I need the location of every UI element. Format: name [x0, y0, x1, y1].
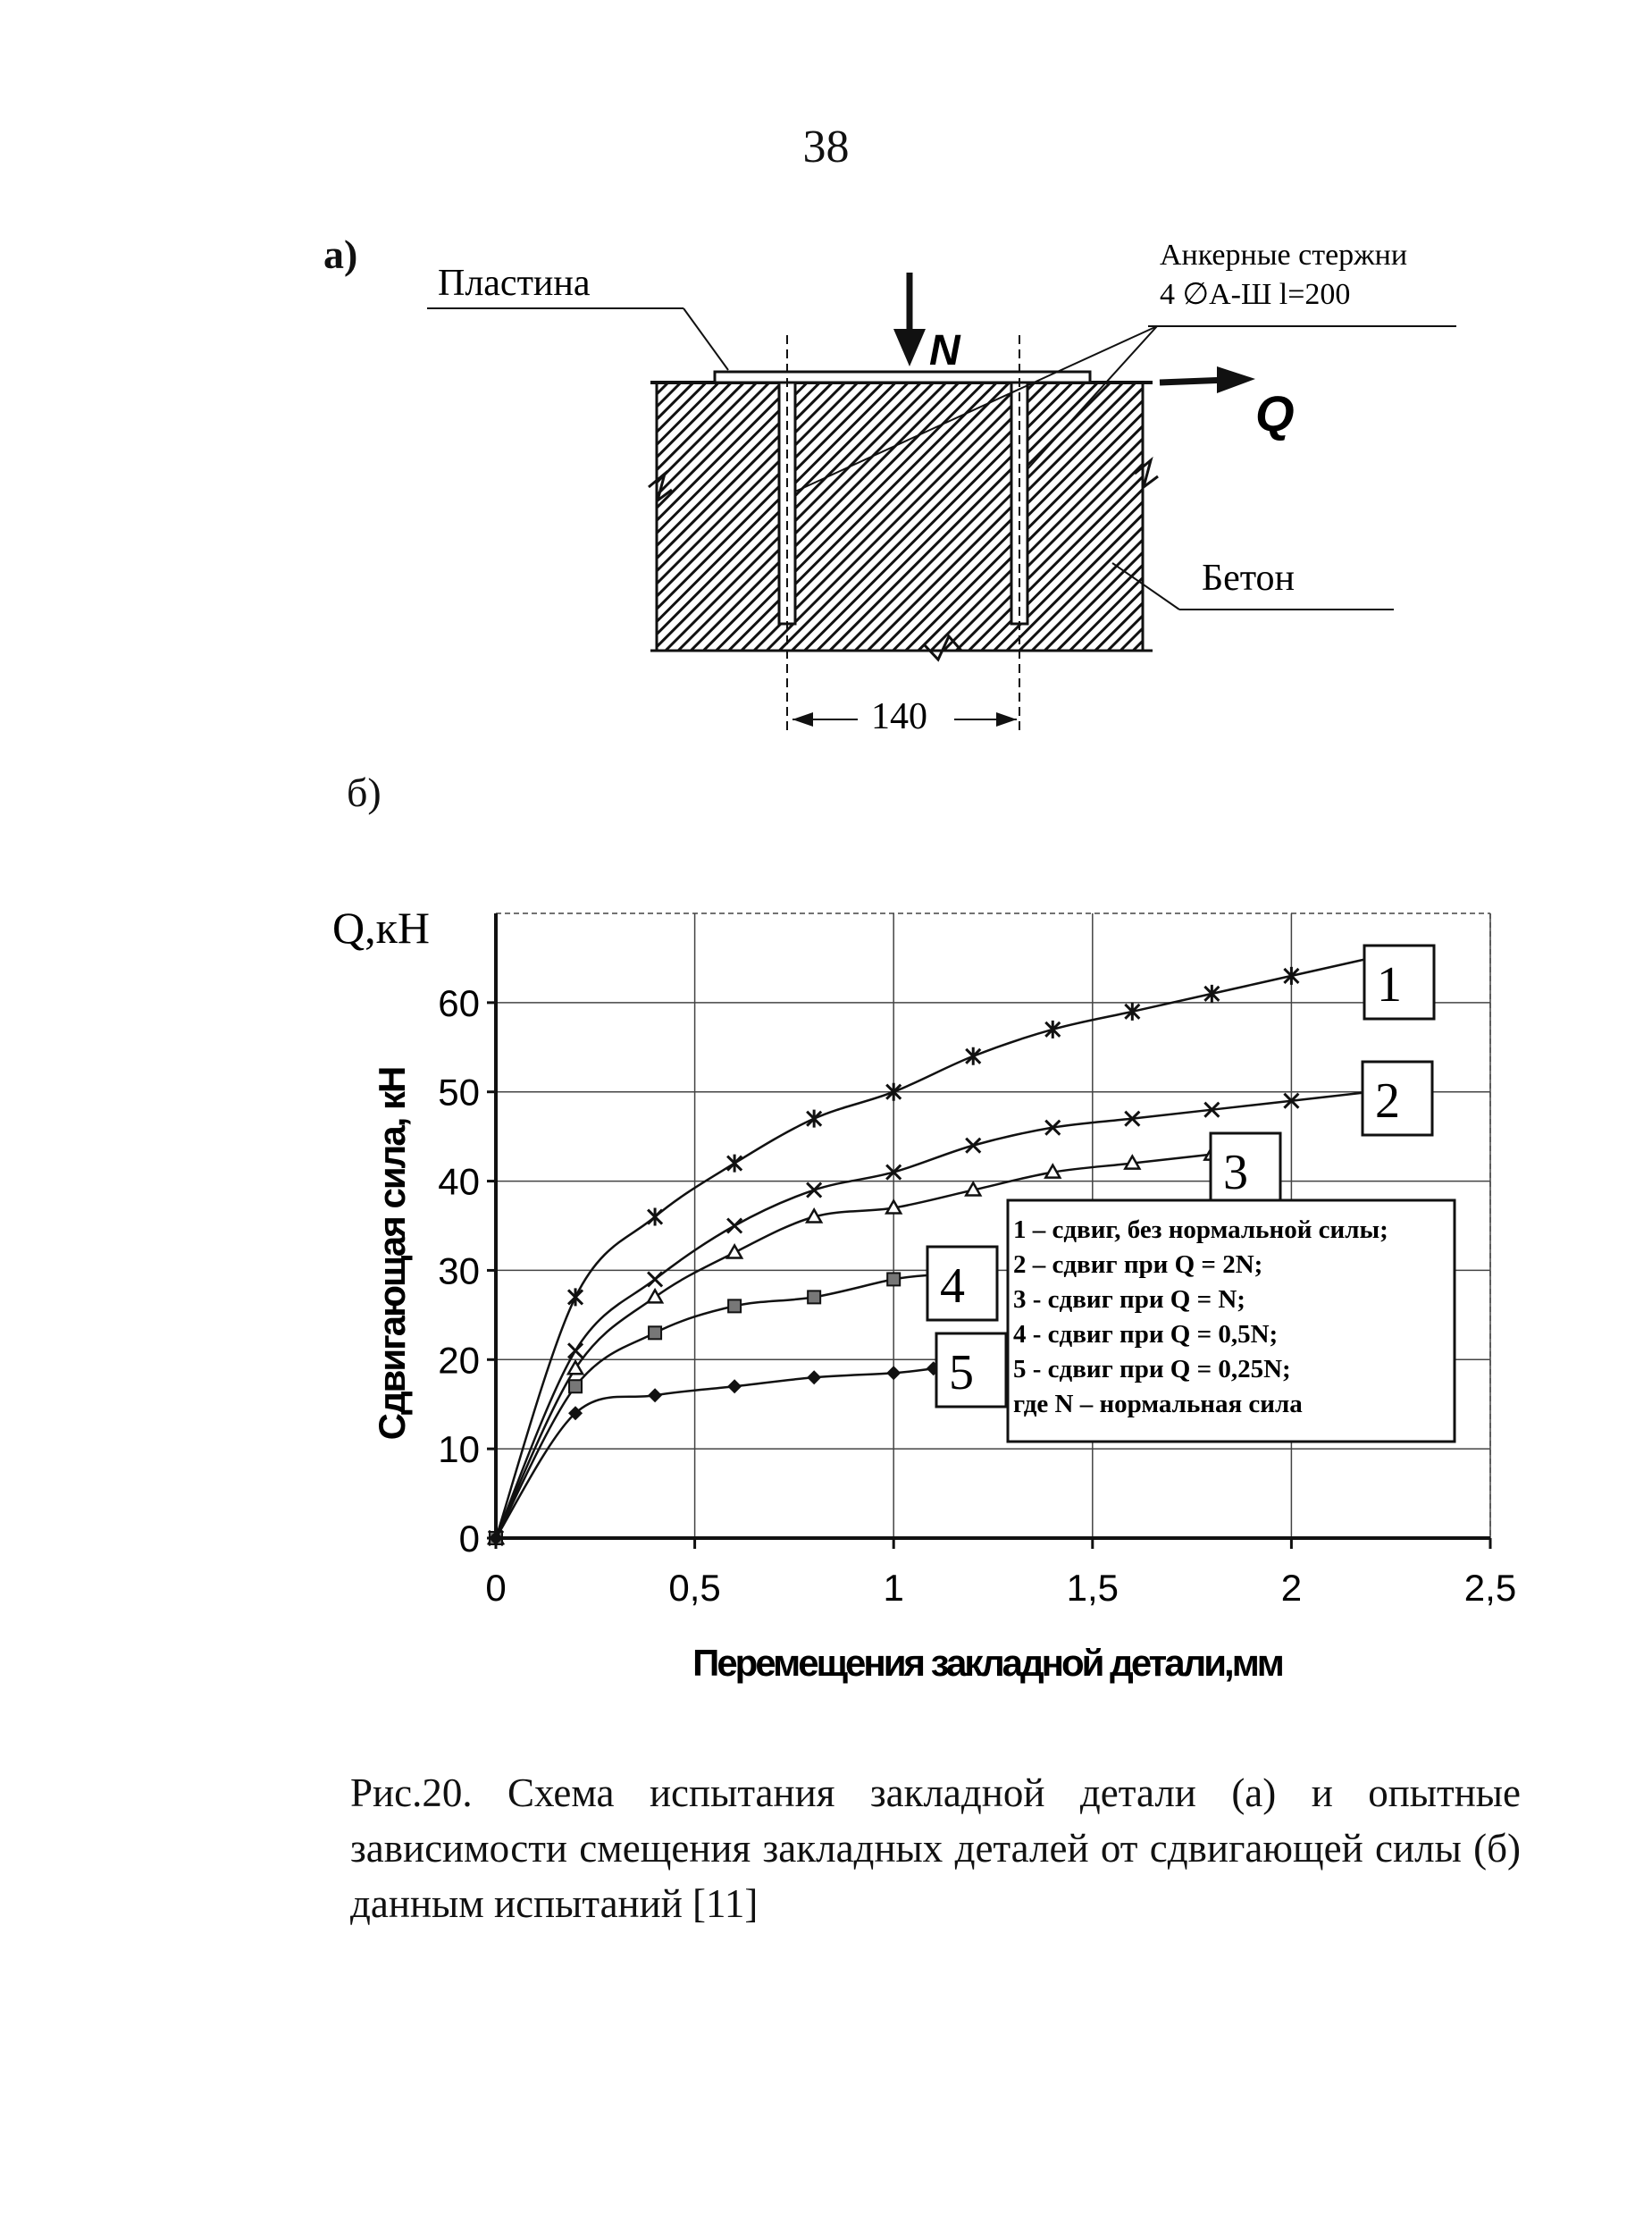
marker-x: [648, 1272, 662, 1286]
series-label: 1: [1377, 957, 1402, 1013]
force-q-label: Q: [1255, 385, 1295, 441]
legend-entry: 4 - сдвиг при Q = 0,5N;: [1013, 1320, 1279, 1349]
marker-x: [807, 1183, 821, 1198]
legend-entry: где N – нормальная сила: [1013, 1390, 1303, 1418]
legend-entry: 2 – сдвиг при Q = 2N;: [1013, 1250, 1263, 1279]
dimension-arrow-left: [792, 712, 813, 727]
y-tick-label: 50: [438, 1071, 480, 1114]
page-number: 38: [802, 122, 850, 172]
marker-diamond: [648, 1388, 662, 1402]
marker-star: [648, 1208, 662, 1226]
anchor-label-line2: 4 ∅А-Ш l=200: [1160, 278, 1351, 311]
marker-star: [1045, 1021, 1060, 1039]
y-tick-label: 10: [438, 1428, 480, 1471]
x-tick-label: 0: [485, 1567, 507, 1609]
y-tick-label: 20: [438, 1339, 480, 1382]
y-tick-label: 60: [438, 981, 480, 1024]
figure-caption: Рис.20. Схема испытания закладной детали (а) и опытные зависимости смещения закладных деталей от сдвигающей силы (б) данным испытаний [11]: [350, 1770, 1521, 1926]
marker-square: [569, 1380, 582, 1392]
marker-diamond: [886, 1366, 901, 1380]
force-n-label: N: [929, 327, 960, 374]
x-tick-label: 0,5: [668, 1567, 721, 1609]
series-label: 5: [949, 1345, 974, 1400]
legend-entry: 3 - сдвиг при Q = N;: [1013, 1285, 1245, 1314]
x-tick-label: 1,5: [1066, 1567, 1119, 1609]
plate-leader: [683, 308, 728, 370]
y-tick-label: 30: [438, 1249, 480, 1292]
marker-triangle: [568, 1361, 583, 1374]
marker-star: [807, 1110, 821, 1128]
marker-x: [727, 1219, 742, 1233]
marker-diamond: [807, 1370, 821, 1384]
y-unit-label: Q,кН: [332, 903, 431, 953]
marker-diamond: [727, 1379, 742, 1393]
y-tick-label: 0: [458, 1518, 480, 1560]
marker-square: [887, 1273, 900, 1285]
marker-x: [568, 1343, 583, 1358]
force-n-arrowhead: [893, 329, 926, 366]
marker-square: [808, 1291, 820, 1303]
marker-star: [966, 1047, 980, 1065]
marker-star: [727, 1155, 742, 1173]
anchor-label-line1: Анкерные стержни: [1160, 239, 1408, 272]
x-axis-title: Перемещения закладной детали,мм: [692, 1642, 1282, 1684]
displacement-chart: [0, 876, 1652, 1716]
marker-star: [568, 1288, 583, 1306]
concrete-label: Бетон: [1202, 558, 1296, 599]
marker-square: [649, 1326, 661, 1339]
dimension-value: 140: [871, 696, 927, 737]
series-line: [496, 1274, 934, 1538]
test-setup-diagram: [0, 0, 1652, 804]
anchor-bar-left: [779, 383, 795, 624]
x-tick-label: 1: [883, 1567, 904, 1609]
marker-square: [728, 1299, 741, 1312]
panel-label-a: а): [323, 231, 358, 277]
dimension-arrow-right: [996, 712, 1017, 727]
panel-label-b: б): [347, 769, 382, 815]
legend-entry: 1 – сдвиг, без нормальной силы;: [1013, 1215, 1388, 1244]
plate-label: Пластина: [438, 263, 591, 304]
series-label: 2: [1375, 1073, 1400, 1129]
y-tick-label: 40: [438, 1160, 480, 1203]
series-label: 4: [940, 1258, 965, 1314]
marker-triangle: [727, 1245, 742, 1257]
y-axis-title: Сдвигающая сила, кН: [371, 1067, 413, 1441]
x-tick-label: 2,5: [1463, 1567, 1517, 1609]
marker-x: [966, 1139, 980, 1153]
series-4: [490, 1268, 940, 1544]
x-tick-label: 2: [1280, 1567, 1303, 1609]
embedded-plate: [715, 372, 1090, 383]
marker-triangle: [648, 1290, 662, 1302]
series-label: 3: [1223, 1145, 1248, 1200]
legend-entry: 5 - сдвиг при Q = 0,25N;: [1013, 1355, 1291, 1383]
anchor-bar-right: [1011, 383, 1027, 624]
force-q-arrowhead: [1217, 366, 1255, 393]
chart-legend: [1008, 1200, 1455, 1442]
